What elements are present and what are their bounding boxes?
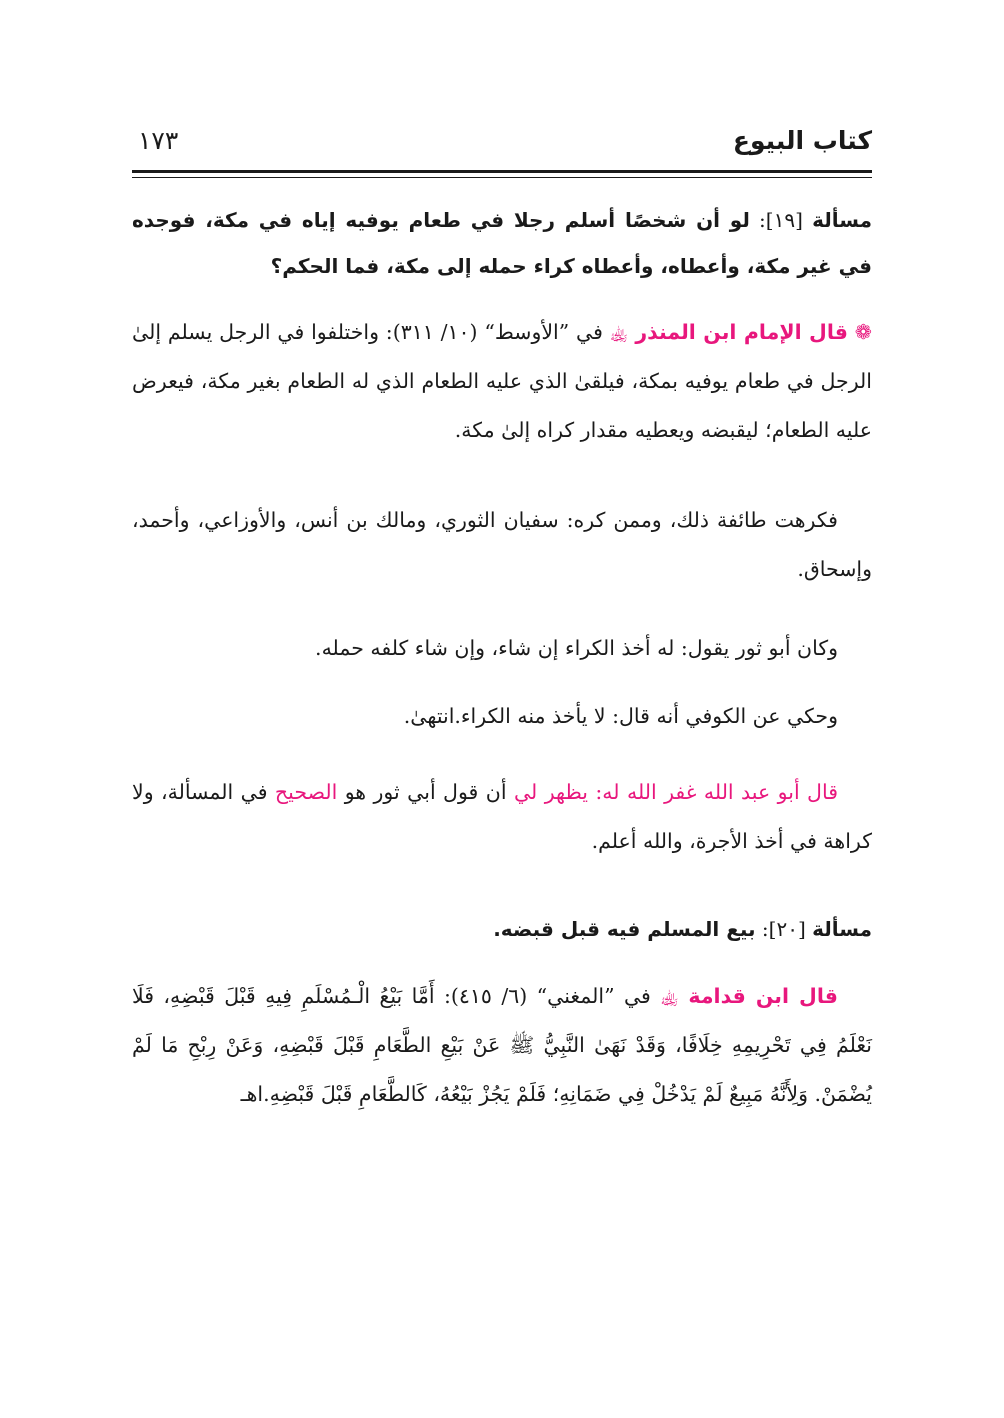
speaker-name: قال الإمام ابن المنذر — [635, 320, 848, 344]
honorific: ﵀ — [660, 984, 689, 1008]
paragraph-text: في ”المغني“ (٦/ ٤١٥): أَمَّا بَيْعُ الْـمُسْلَمِ فِيهِ قَبْلَ قَبْضِهِ، فَلَا نَعْلَمُ فِي تَحْرِيمِهِ خِلَافًا، وَقَدْ نَهَىٰ النَّبِيُّ ﷺ عَنْ بَيْعِ الطَّعَامِ قَبْلَ قَبْضِهِ، وَعَنْ رِبْحِ مَا لَمْ يُضْمَنْ. وَلِأَنَّهُ مَبِيعٌ لَمْ يَدْخُلْ فِي ضَمَانِهِ؛ فَلَمْ يَجُزْ بَيْعُهُ، كَالطَّعَامِ قَبْلَ قَبْضِهِ.اهـ — [132, 984, 872, 1106]
header-rule-thin — [132, 177, 872, 178]
paragraph-text: أن قول أبي ثور هو — [337, 780, 514, 804]
page-header — [132, 118, 872, 166]
highlight-word: الصحيح — [274, 780, 338, 804]
question-19 — [132, 197, 872, 289]
paragraph-abu-thawr — [132, 624, 872, 673]
honorific: ﵀ — [609, 320, 636, 344]
question-number: [٢٠]: — [755, 917, 813, 941]
chapter-title: كتاب البيوع — [732, 126, 872, 155]
question-20 — [132, 906, 872, 952]
question-text: لو أن شخصًا أسلم رجلا في طعام يوفيه إياه في مكة، فوجده في غير مكة، وأعطاه، وأعطاه كراء حمله إلى مكة، فما الحكم؟ — [132, 208, 872, 278]
author-speaker: قال أبو عبد الله غفر الله له: يظهر لي — [513, 780, 838, 804]
header-rule-thick — [132, 170, 872, 173]
paragraph-author-opinion — [132, 768, 872, 866]
question-label: مسألة — [812, 917, 872, 941]
paragraph-ibn-al-mundhir — [132, 308, 872, 455]
question-number: [١٩]: — [749, 208, 813, 232]
paragraph-text: وكان أبو ثور يقول: له أخذ الكراء إن شاء، وإن شاء كلفه حمله. — [315, 636, 838, 660]
paragraph-ibn-qudama — [132, 972, 872, 1119]
speaker-name: قال ابن قدامة — [688, 984, 838, 1008]
question-label: مسألة — [812, 208, 872, 232]
flower-icon: ❁ — [854, 320, 872, 344]
page-number: ١٧٣ — [138, 126, 179, 155]
question-text: بيع المسلم فيه قبل قبضه. — [493, 917, 756, 941]
paragraph-kufi — [132, 692, 872, 741]
paragraph-text: وحكي عن الكوفي أنه قال: لا يأخذ منه الكراء.انتهىٰ. — [403, 704, 838, 728]
paragraph-text: فكرهت طائفة ذلك، وممن كره: سفيان الثوري، ومالك بن أنس، والأوزاعي، وأحمد، وإسحاق. — [132, 508, 872, 581]
paragraph-disliked — [132, 496, 872, 594]
paragraph-text-rest: في المسألة، ولا كراهة في أخذ الأجرة، والله أعلم. — [132, 780, 872, 853]
paragraph-text: في ”الأوسط“ (١٠/ ٣١١): واختلفوا في الرجل يسلم إلىٰ الرجل في طعام يوفيه بمكة، فيلقىٰ الذي عليه الطعام الذي له الطعام بغير مكة، فيعرض عليه الطعام؛ ليقبضه ويعطيه مقدار كراه إلىٰ مكة. — [132, 320, 872, 442]
